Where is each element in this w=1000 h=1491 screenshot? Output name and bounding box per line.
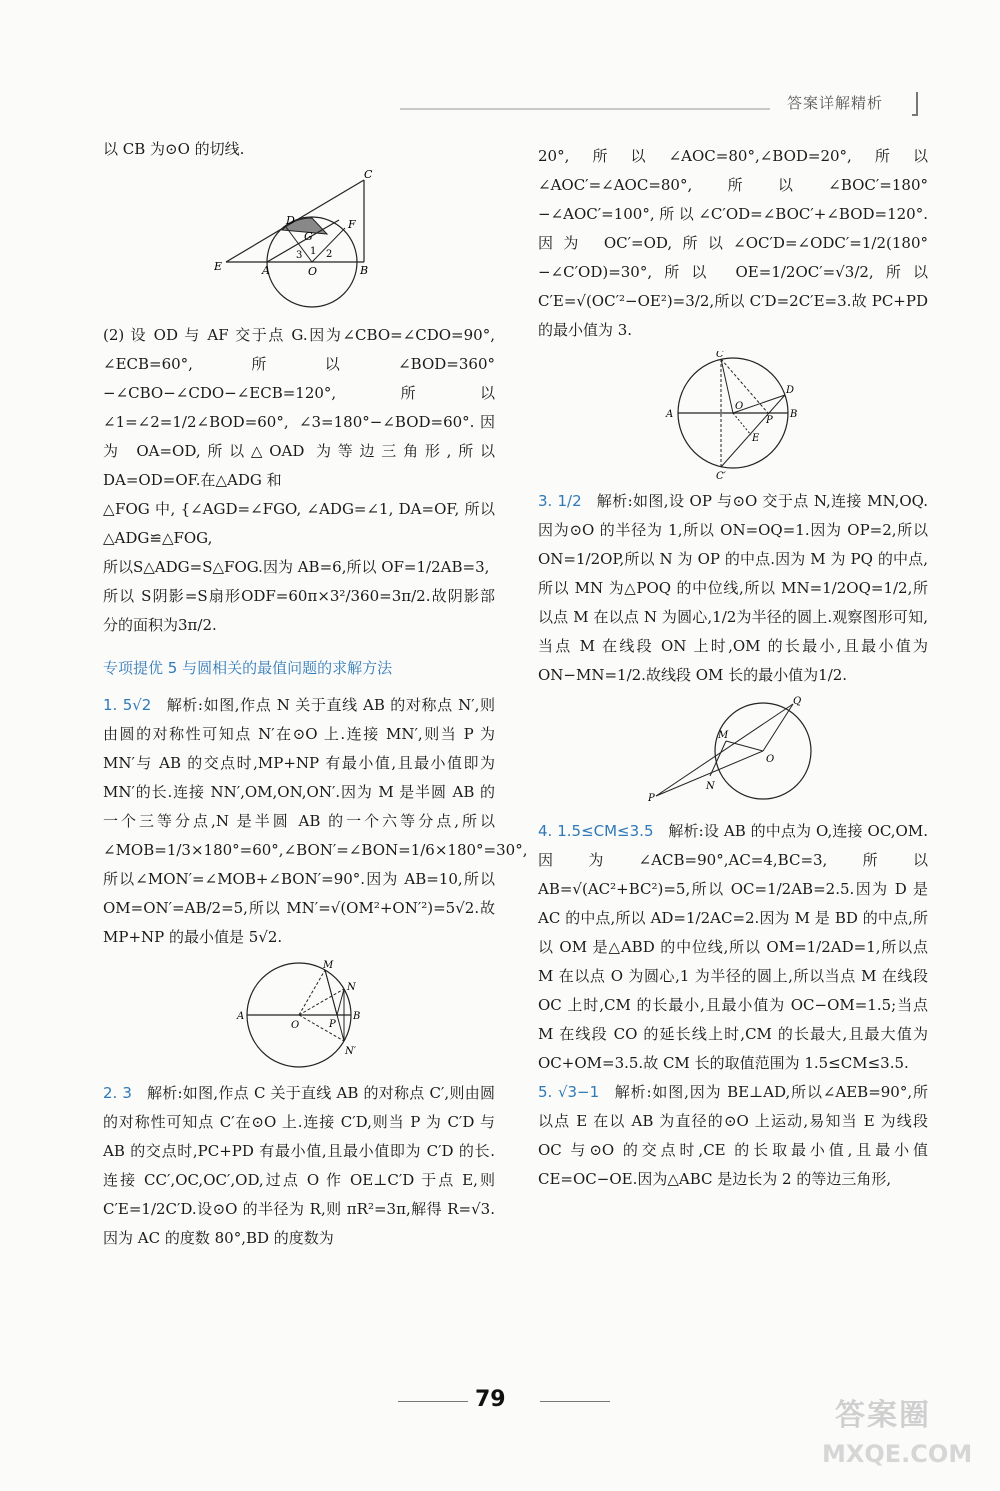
watermark-url: MXQE.COM [822,1440,973,1468]
header-rule [400,108,770,110]
fig2-label-a: A [666,409,674,420]
question-5 [538,1078,928,1194]
header-title: 答案详解精析 [787,94,884,112]
q3-number: 3. [538,492,553,510]
fig4-label-b: B [353,1011,361,1022]
question-3 [538,487,928,690]
fig1-label-c: C [364,170,373,181]
watermark-logo: 答案圈 [835,1398,931,1433]
fig1-label-b: B [360,264,369,277]
q3-answer: 1/2 [557,492,582,510]
q1-number: 1. [103,696,118,714]
fig1-label-a: A [262,264,270,277]
q1-explanation: 解析:如图,作点 N 关于直线 AB 的对称点 N′,则由圆的对称性可知点 N′在⊙O 上.连接 MN′,则当 P 为 MN′与 AB 的交点时,MP+NP 有最小值,且最小值即为 MN′的长.连接 NN′,OM,ON,ON′.因为 M 是半圆 AB 的一个三等分点,N 是半圆 AB 的一个六等分点,所以∠MOB=1/3×180°=60°,∠BON′=∠BON=1/6×180°=30°,所以∠MON′=∠MOB+∠BON′=90°.因为 AB=10,所以 OM=ON′=AB/2=5,所以 MN′=√(OM²+ON′²)=5√2.故 MP+NP 的最小值是 5√2. [103,696,528,946]
fig3-label-p: P [648,793,655,804]
fig2-label-d: D [786,385,795,396]
question-2 [103,1079,495,1253]
q1-answer: 5√2 [122,696,152,714]
right-r0: 20°,所以∠AOC=80°,∠BOD=20°,所以∠AOC′=∠AOC=80°,所以∠BOC′=180°−∠AOC′=100°,所以∠C′OD=∠BOC′+∠BOD=120°.因为 OC′=OD,所以∠OC′D=∠ODC′=1/2(180°−∠C′OD)=30°,所以 OE=1/2OC′=√3/2,所以 C′E=√(OC′²−OE²)=3/2,所以 C′D=2C′E=3.故 PC+PD 的最小值为 3. [538,147,928,339]
fig1-label-2: 2 [326,249,333,260]
q2-number: 2. [103,1084,118,1102]
fig1-label-1: 1 [310,246,317,257]
footer-rule-left [398,1401,468,1402]
left-p3: 所以S△ADG=S△FOG.因为 AB=6,所以 OF=1/2AB=3, [103,558,490,576]
footer-rule-right [540,1401,610,1402]
left-p1: (2) 设 OD 与 AF 交于点 G.因为∠CBO=∠CDO=90°, ∠ECB=60°,所以∠BOD=360°−∠CBO−∠CDO−∠ECB=120°,所以∠1=∠2=1/2∠BOD=60°, ∠3=180°−∠BOD=60°.因为 OA=OD,所以△OAD 为等边三角形,所以 DA=OD=OF.在△ADG 和 [103,326,495,489]
left-p0: 以 CB 为⊙O 的切线. [103,140,245,158]
q5-answer: √3−1 [557,1083,600,1101]
fig2-label-p: P [766,415,773,426]
fig2-label-c-prime: C′ [716,471,726,481]
right-column [538,142,928,1194]
fig1-label-3: 3 [296,250,303,261]
left-p2: △FOG 中, {∠AGD=∠FGO, ∠ADG=∠1, DA=OF, 所以△ADG≌△FOG, [103,500,495,547]
q5-explanation: 解析:如图,因为 BE⊥AD,所以∠AEB=90°,所以点 E 在以 AB 为直径的⊙O 上运动,易知当 E 为线段 OC 与⊙O 的交点时,CE 的长取最小值,且最小值 CE=OC−OE.因为△ABC 是边长为 2 的等边三角形, [538,1083,928,1188]
fig4-label-o: O [291,1020,300,1031]
page-number: 79 [475,1387,506,1412]
fig1-label-d: D [286,214,295,227]
fig4-label-m: M [323,960,334,971]
q2-answer: 3 [122,1084,132,1102]
fig1-label-f: F [348,218,356,231]
fig2-label-b: B [790,409,798,420]
q4-explanation: 解析:设 AB 的中点为 O,连接 OC,OM.因为∠ACB=90°,AC=4,BC=3,所以 AB=√(AC²+BC²)=5,所以 OC=1/2AB=2.5.因为 D 是 AC 的中点,所以 AD=1/2AC=2.因为 M 是 BD 的中点,所以 OM 是△ABD 的中位线,所以 OM=1/2AD=1,所以点 M 在以点 O 为圆心,1 为半径的圆上,所以当点 M 在线段 OC 上时,CM 的长最小,且最小值为 OC−OM=1.5;当点 M 在线段 CO 的延长线上时,CM 的长最大,且最大值为 OC+OM=3.5.故 CM 长的取值范围为 1.5≤CM≤3.5. [538,822,928,1072]
fig4-label-n-prime: N′ [345,1046,357,1057]
figure-tangent-circle [214,170,384,315]
fig1-label-g: G [304,230,313,243]
fig3-label-n: N [706,781,715,792]
left-p4: 所以 S阴影=S扇形ODF=60π×3²/360=3π/2.故阴影部分的面积为3π/2. [103,587,495,634]
figure-q2-circle [658,351,808,481]
fig4-label-n: N [347,982,356,993]
left-column [103,135,528,1253]
fig4-label-p: P [329,1019,336,1030]
fig1-label-e: E [214,260,223,273]
fig2-label-e: E [752,433,760,444]
q4-number: 4. [538,822,553,840]
header-bracket [912,92,918,116]
fig2-label-o: O [735,401,744,412]
fig2-label-c: C [716,351,724,360]
q3-explanation: 解析:如图,设 OP 与⊙O 交于点 N,连接 MN,OQ.因为⊙O 的半径为 1,所以 ON=OQ=1.因为 OP=2,所以 ON=1/2OP,所以 N 为 OP 的中点.因为 M 为 PQ 的中点,所以 MN 为△POQ 的中位线,所以 MN=1/2OQ=1/2,所以点 M 在以点 N 为圆心,1/2为半径的圆上.观察图形可知,当点 M 在线段 ON 上时,OM 的长最小,且最小值为 ON−MN=1/2.故线段 OM 长的最小值为1/2. [538,492,928,684]
fig3-label-q: Q [793,696,802,707]
question-4 [538,817,928,1078]
fig3-label-m: M [718,730,729,741]
section-heading: 专项提优 5 与圆相关的最值问题的求解方法 [103,659,393,677]
fig1-label-o: O [308,265,318,278]
question-1 [103,691,528,952]
figure-q3-circle [648,696,818,811]
fig4-label-a: A [237,1011,245,1022]
q2-explanation: 解析:如图,作点 C 关于直线 AB 的对称点 C′,则由圆的对称性可知点 C′在⊙O 上.连接 C′D,则当 P 为 C′D 与 AB 的交点时,PC+PD 有最小值,且最小值即为 C′D 的长.连接 CC′,OC,OC′,OD,过点 O 作 OE⊥C′D 于点 E,则 C′E=1/2C′D.设⊙O 的半径为 R,则 πR²=3π,解得 R=√3.因为 AC 的度数 80°,BD 的度数为 [103,1084,495,1247]
fig3-label-o: O [766,754,775,765]
q4-answer: 1.5≤CM≤3.5 [557,822,654,840]
q5-number: 5. [538,1083,553,1101]
figure-q1-circle [229,958,369,1073]
